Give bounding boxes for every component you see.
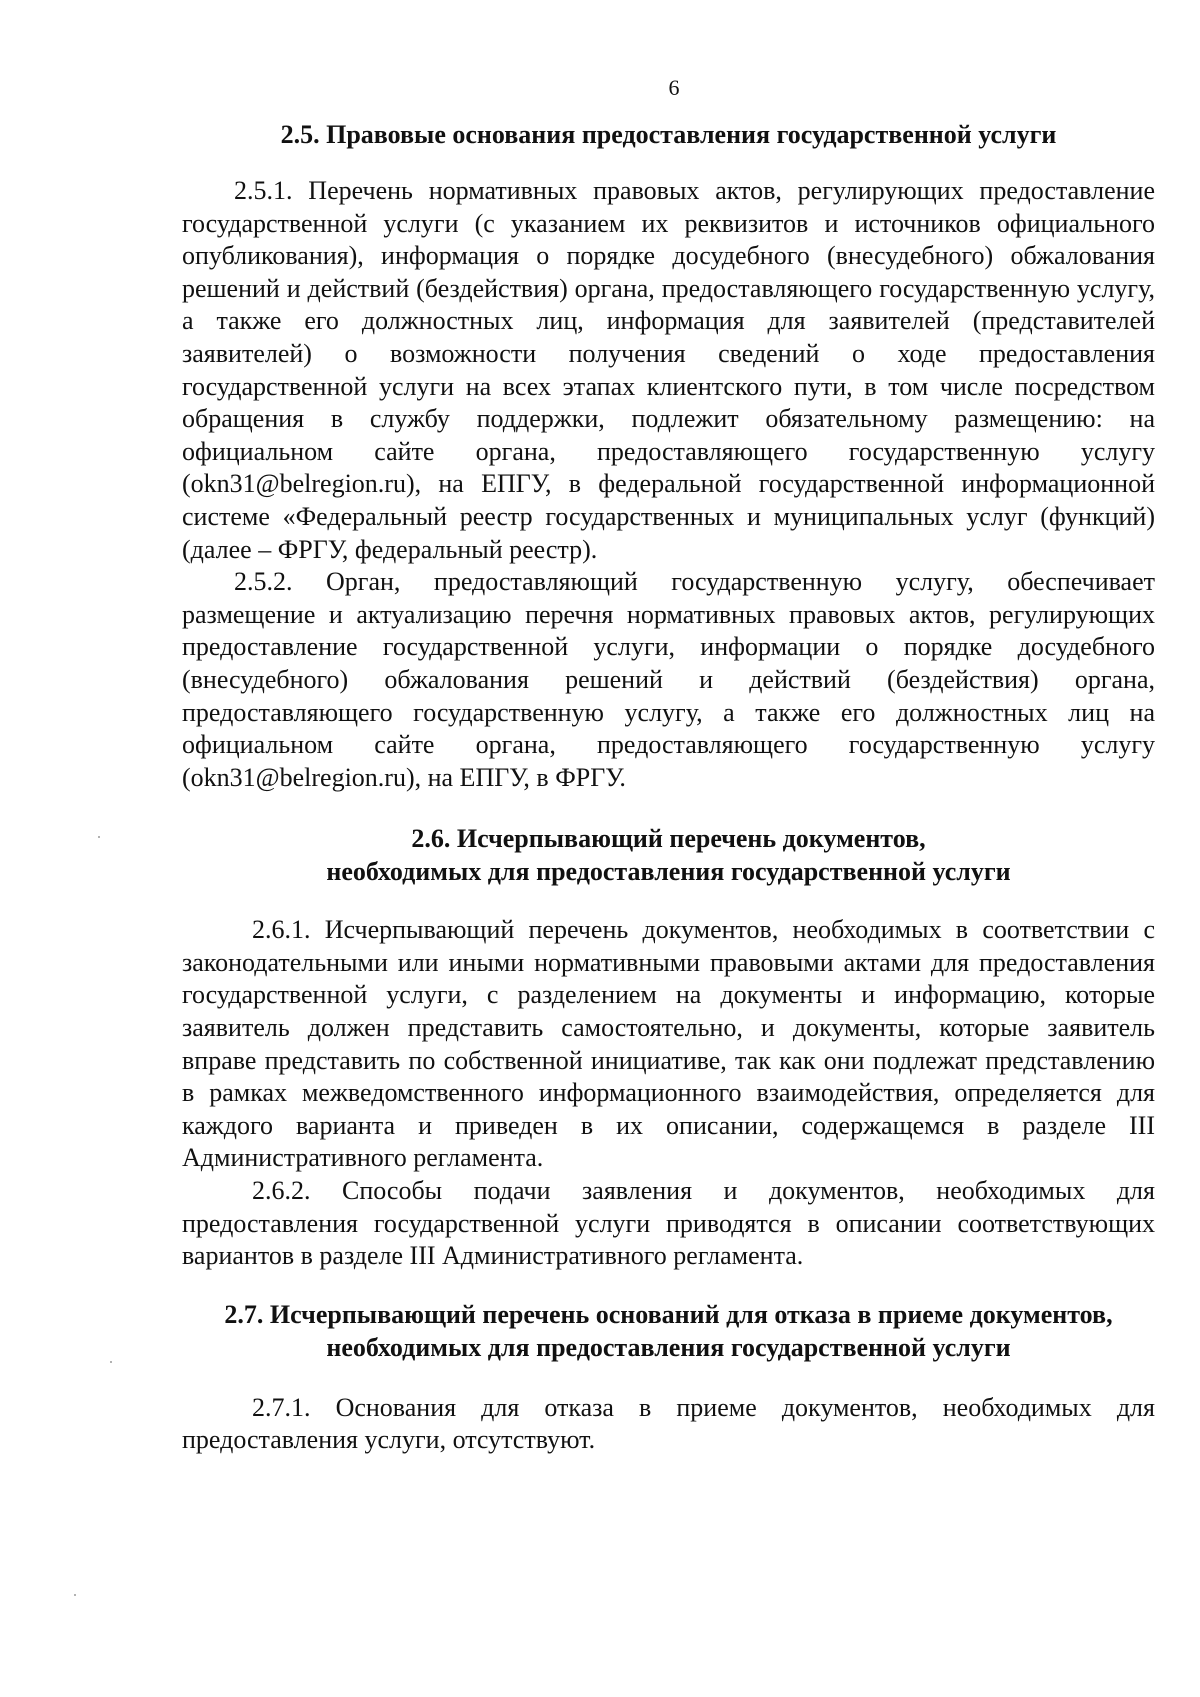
section-heading-2-5: 2.5. Правовые основания предоставления государственной услуги [280,120,1057,149]
paragraph-2-5-1: 2.5.1. Перечень нормативных правовых актов, регулирующих предоставление государственной услуги (с указанием их реквизитов и источников официального опубликования), информация о порядке досудебного (внесудебного) обжалования решений и действий (бездействия) органа, предоставляющего государственную услугу, а также его должностных лиц, информация для заявителей (представителей заявителей) о возможности получения сведений о ходе предоставления государственной услуги на всех этапах клиентского пути, в том числе посредством обращения в службу поддержки, подлежит обязательному размещению: на официальном сайте органа, предоставляющего государственную услугу (okn31@belregion.ru), на ЕПГУ, в федеральной государственной информационной системе «Федеральный реестр государственных и муниципальных услуг (функций) (далее – ФРГУ, федеральный реестр). [182,176,1155,564]
section-2-7 [182,1298,1155,1457]
document-body [182,118,1155,1457]
page-number: 6 [668,75,680,100]
section-heading-2-7-line2: необходимых для предоставления государственной услуги [326,1332,1011,1362]
paragraph-2-7-1: 2.7.1. Основания для отказа в приеме документов, необходимых для предоставления услуги, отсутствуют. [182,1392,1155,1455]
section-heading-2-6-line2: необходимых для предоставления государственной услуги [326,857,1011,887]
scan-speck [98,836,100,838]
section-heading-2-6-line1: 2.6. Исчерпывающий перечень документов, [411,824,926,854]
paragraph-2-5-2: 2.5.2. Орган, предоставляющий государственную услугу, обеспечивает размещение и актуализацию перечня нормативных правовых актов, регулирующих предоставление государственной услуги, информации о порядке досудебного (внесудебного) обжалования решений и действий (бездействия) органа, предоставляющего государственную услугу, а также его должностных лиц на официальном сайте органа, предоставляющего государственную услугу (okn31@belregion.ru), на ЕПГУ, в ФРГУ. [182,567,1155,792]
section-2-5 [182,118,1155,794]
section-heading-2-7 [182,1298,1155,1364]
section-heading-2-7-line1: 2.7. Исчерпывающий перечень оснований для отказа в приеме документов, [224,1299,1113,1329]
section-2-6 [182,822,1155,1273]
paragraph-2-6-2: 2.6.2. Способы подачи заявления и документов, необходимых для предоставления государственной услуги приводятся в описании соответствующих вариантов в разделе III Административного регламента. [182,1176,1155,1271]
paragraph-2-6-1: 2.6.1. Исчерпывающий перечень документов, необходимых в соответствии с законодательными или иными нормативными правовыми актами для предоставления государственной услуги, с разделением на документы и информацию, которые заявитель должен представить самостоятельно, и документы, которые заявитель вправе представить по собственной инициативе, так как они подлежат представлению в рамках межведомственного информационного взаимодействия, определяется для каждого варианта и приведен в их описании, содержащемся в разделе III Административного регламента. [182,915,1155,1173]
section-heading-2-6 [182,822,1155,888]
scan-speck [110,1361,112,1363]
scan-speck [74,1594,76,1596]
